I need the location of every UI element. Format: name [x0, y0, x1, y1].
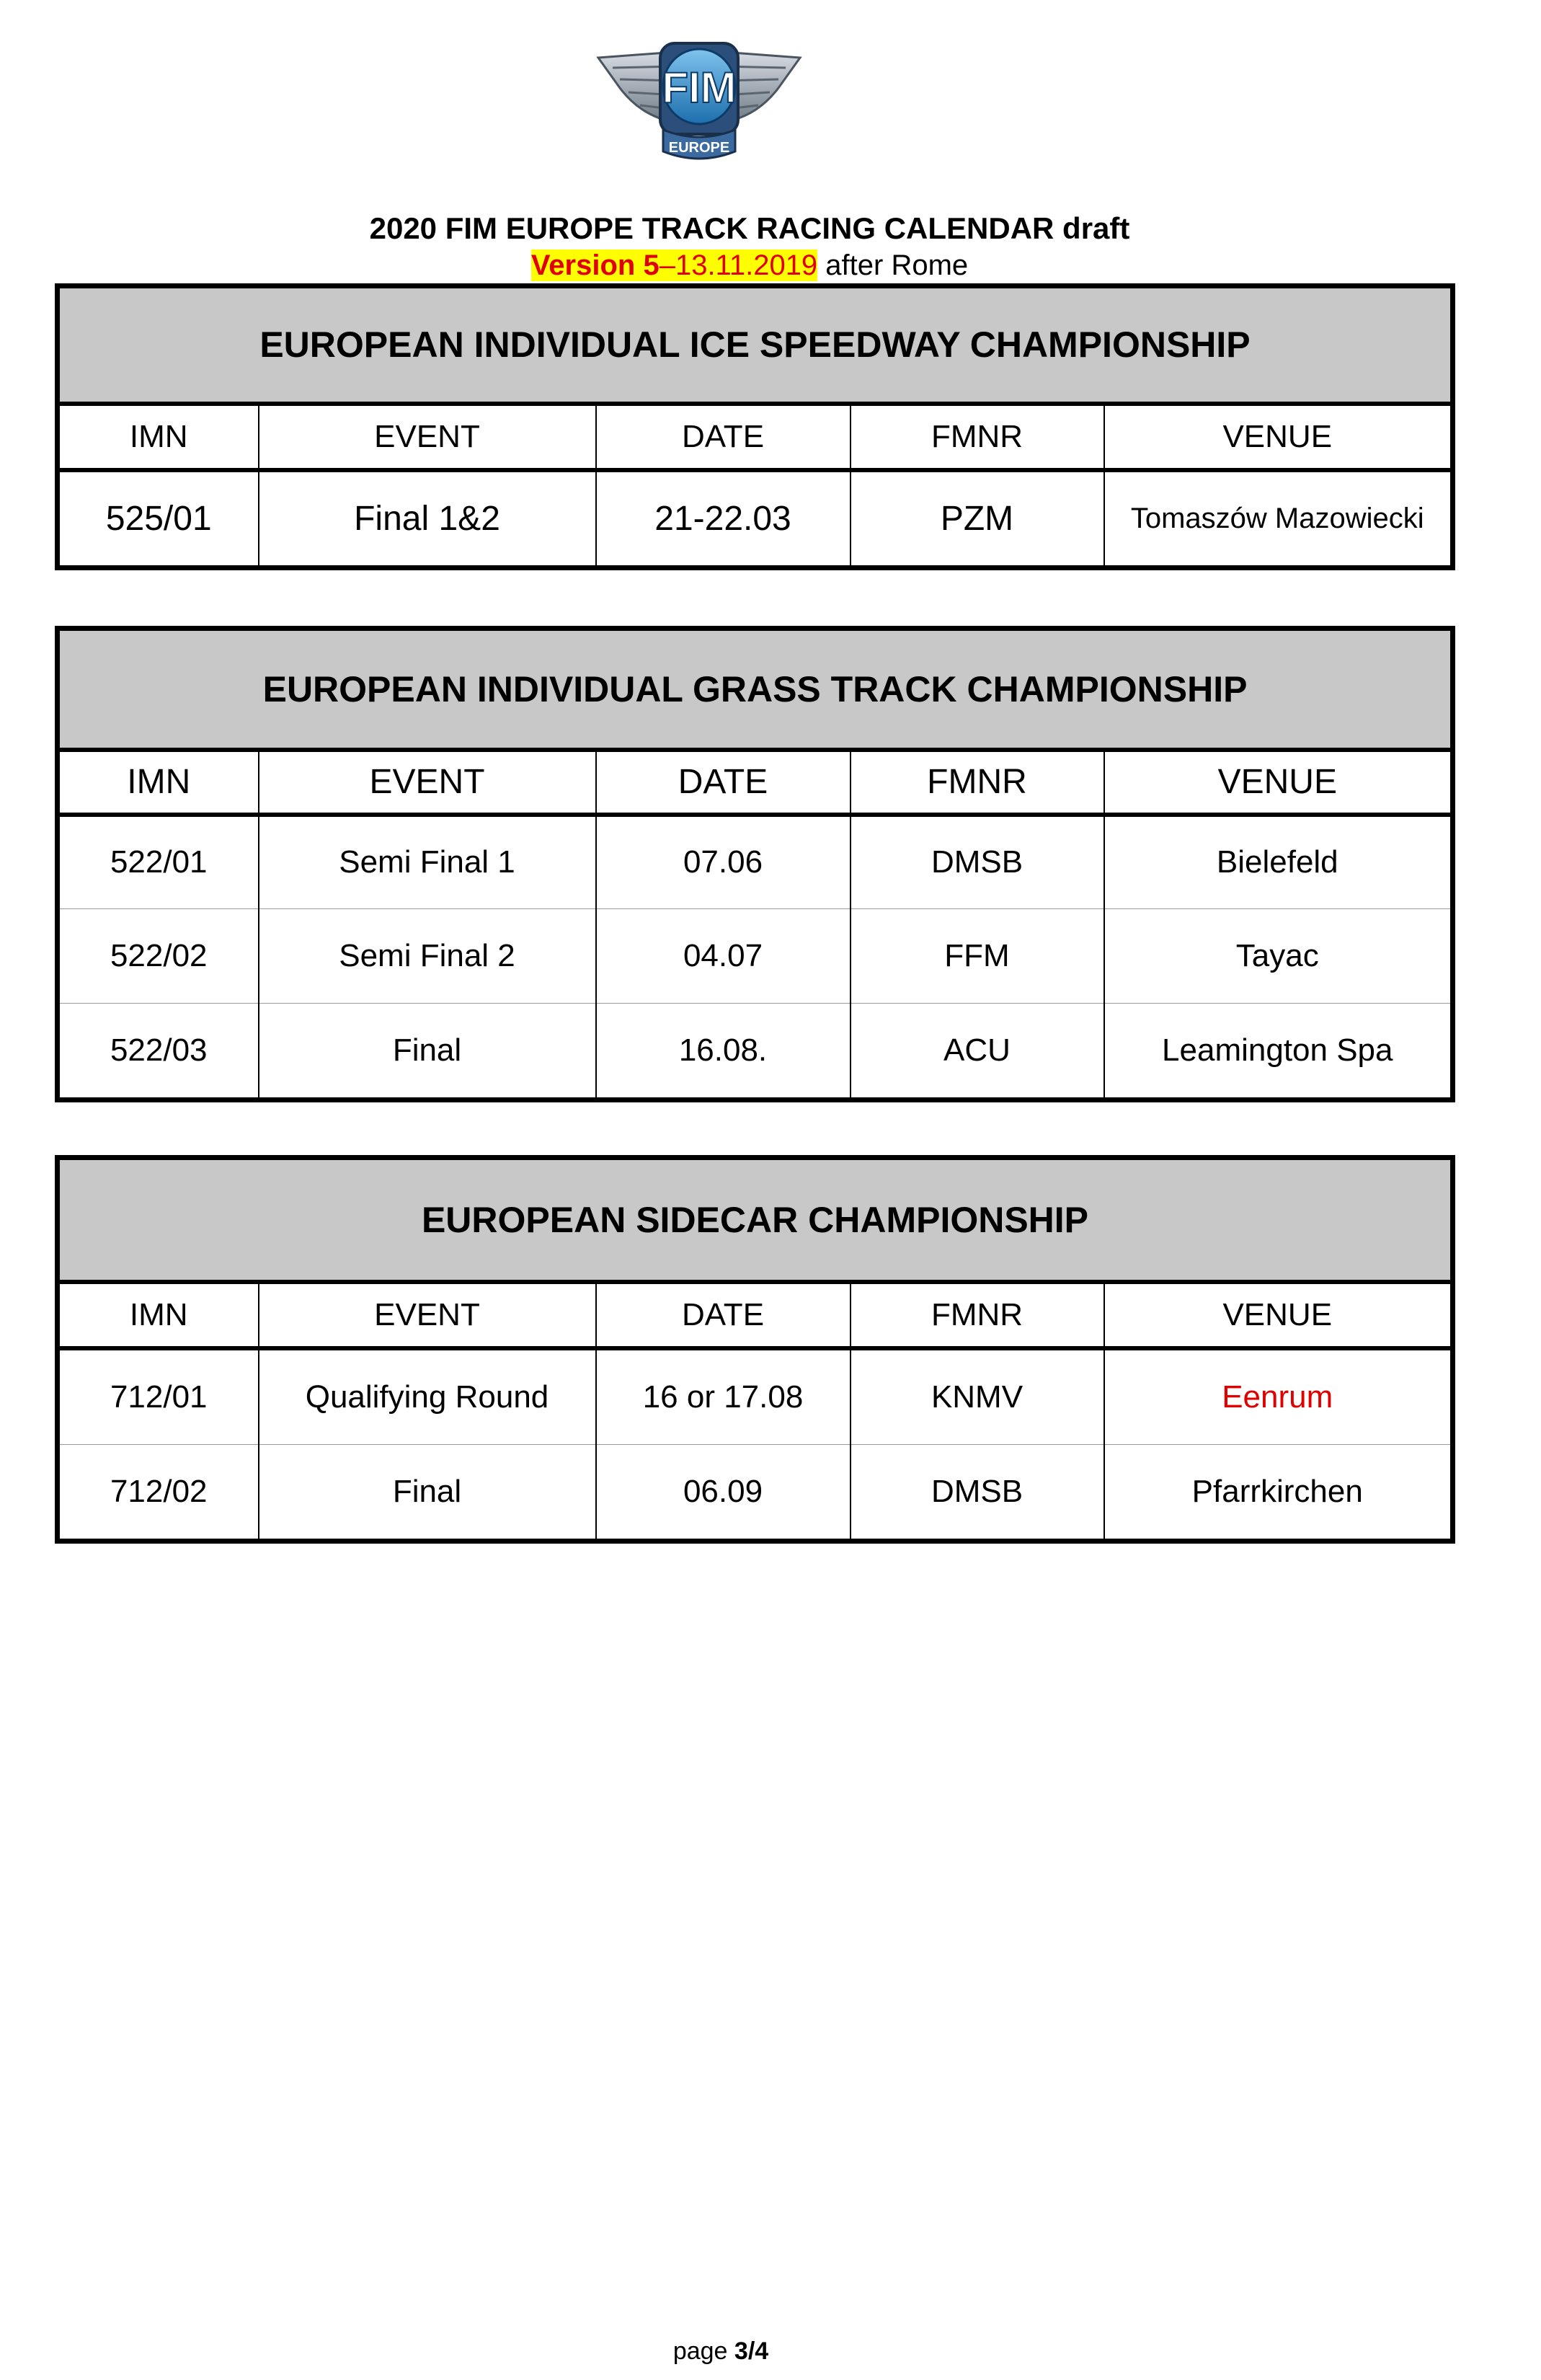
column-header-date: DATE	[596, 1282, 851, 1348]
column-header-row	[58, 1282, 1453, 1348]
grass-track-table	[55, 626, 1455, 1102]
version-note: after Rome	[817, 249, 969, 281]
cell-date: 04.07	[596, 909, 851, 1004]
column-header-event: EVENT	[259, 750, 596, 815]
cell-fmnr: PZM	[851, 470, 1104, 568]
table-row	[58, 1348, 1453, 1445]
cell-event: Final	[259, 1445, 596, 1541]
column-header-imn: IMN	[58, 750, 259, 815]
table-row	[58, 1445, 1453, 1541]
table-row	[58, 1004, 1453, 1100]
column-header-date: DATE	[596, 404, 851, 470]
cell-date: 21-22.03	[596, 470, 851, 568]
table-row	[58, 815, 1453, 909]
cell-venue: Bielefeld	[1104, 815, 1453, 909]
cell-event: Final	[259, 1004, 596, 1100]
cell-imn: 522/01	[58, 815, 259, 909]
column-header-event: EVENT	[259, 404, 596, 470]
page-number: 3/4	[734, 2337, 769, 2365]
cell-venue: Tayac	[1104, 909, 1453, 1004]
cell-event: Qualifying Round	[259, 1348, 596, 1445]
cell-date: 16 or 17.08	[596, 1348, 851, 1445]
column-header-row	[58, 404, 1453, 470]
cell-fmnr: KNMV	[851, 1348, 1104, 1445]
column-header-venue: VENUE	[1104, 404, 1453, 470]
svg-text:EUROPE: EUROPE	[668, 140, 730, 156]
cell-event: Semi Final 1	[259, 815, 596, 909]
version-label: Version 5	[530, 249, 660, 281]
cell-date: 16.08.	[596, 1004, 851, 1100]
column-header-row	[58, 750, 1453, 815]
column-header-event: EVENT	[259, 1282, 596, 1348]
table-row	[58, 909, 1453, 1004]
column-header-date: DATE	[596, 750, 851, 815]
column-header-imn: IMN	[58, 1282, 259, 1348]
cell-imn: 712/01	[58, 1348, 259, 1445]
cell-fmnr: FFM	[851, 909, 1104, 1004]
table-title: EUROPEAN SIDECAR CHAMPIONSHIP	[58, 1158, 1453, 1282]
cell-fmnr: ACU	[851, 1004, 1104, 1100]
page-footer	[0, 2337, 1442, 2366]
cell-venue: Tomaszów Mazowiecki	[1104, 470, 1453, 568]
svg-text:FIM: FIM	[662, 63, 737, 112]
cell-venue: Pfarrkirchen	[1104, 1445, 1453, 1541]
table-row	[58, 470, 1453, 568]
table-title: EUROPEAN INDIVIDUAL ICE SPEEDWAY CHAMPIONSHIP	[58, 286, 1453, 404]
table-title: EUROPEAN INDIVIDUAL GRASS TRACK CHAMPIONSHIP	[58, 629, 1453, 750]
cell-venue: Leamington Spa	[1104, 1004, 1453, 1100]
version-dash: –	[659, 249, 675, 281]
cell-venue: Eenrum	[1104, 1348, 1453, 1445]
fim-europe-logo	[591, 37, 807, 172]
cell-imn: 712/02	[58, 1445, 259, 1541]
sidecar-table	[55, 1155, 1455, 1544]
column-header-fmnr: FMNR	[851, 1282, 1104, 1348]
column-header-fmnr: FMNR	[851, 750, 1104, 815]
cell-fmnr: DMSB	[851, 815, 1104, 909]
cell-imn: 522/03	[58, 1004, 259, 1100]
version-date: 13.11.2019	[675, 249, 818, 281]
column-header-venue: VENUE	[1104, 1282, 1453, 1348]
cell-event: Semi Final 2	[259, 909, 596, 1004]
cell-event: Final 1&2	[259, 470, 596, 568]
cell-imn: 525/01	[58, 470, 259, 568]
page-label: page	[672, 2337, 734, 2365]
document-title: 2020 FIM EUROPE TRACK RACING CALENDAR draft	[369, 211, 1130, 245]
column-header-fmnr: FMNR	[851, 404, 1104, 470]
ice-speedway-table	[55, 283, 1455, 570]
column-header-imn: IMN	[58, 404, 259, 470]
column-header-venue: VENUE	[1104, 750, 1453, 815]
cell-fmnr: DMSB	[851, 1445, 1104, 1541]
cell-date: 06.09	[596, 1445, 851, 1541]
version-line	[0, 248, 1499, 283]
cell-date: 07.06	[596, 815, 851, 909]
cell-imn: 522/02	[58, 909, 259, 1004]
